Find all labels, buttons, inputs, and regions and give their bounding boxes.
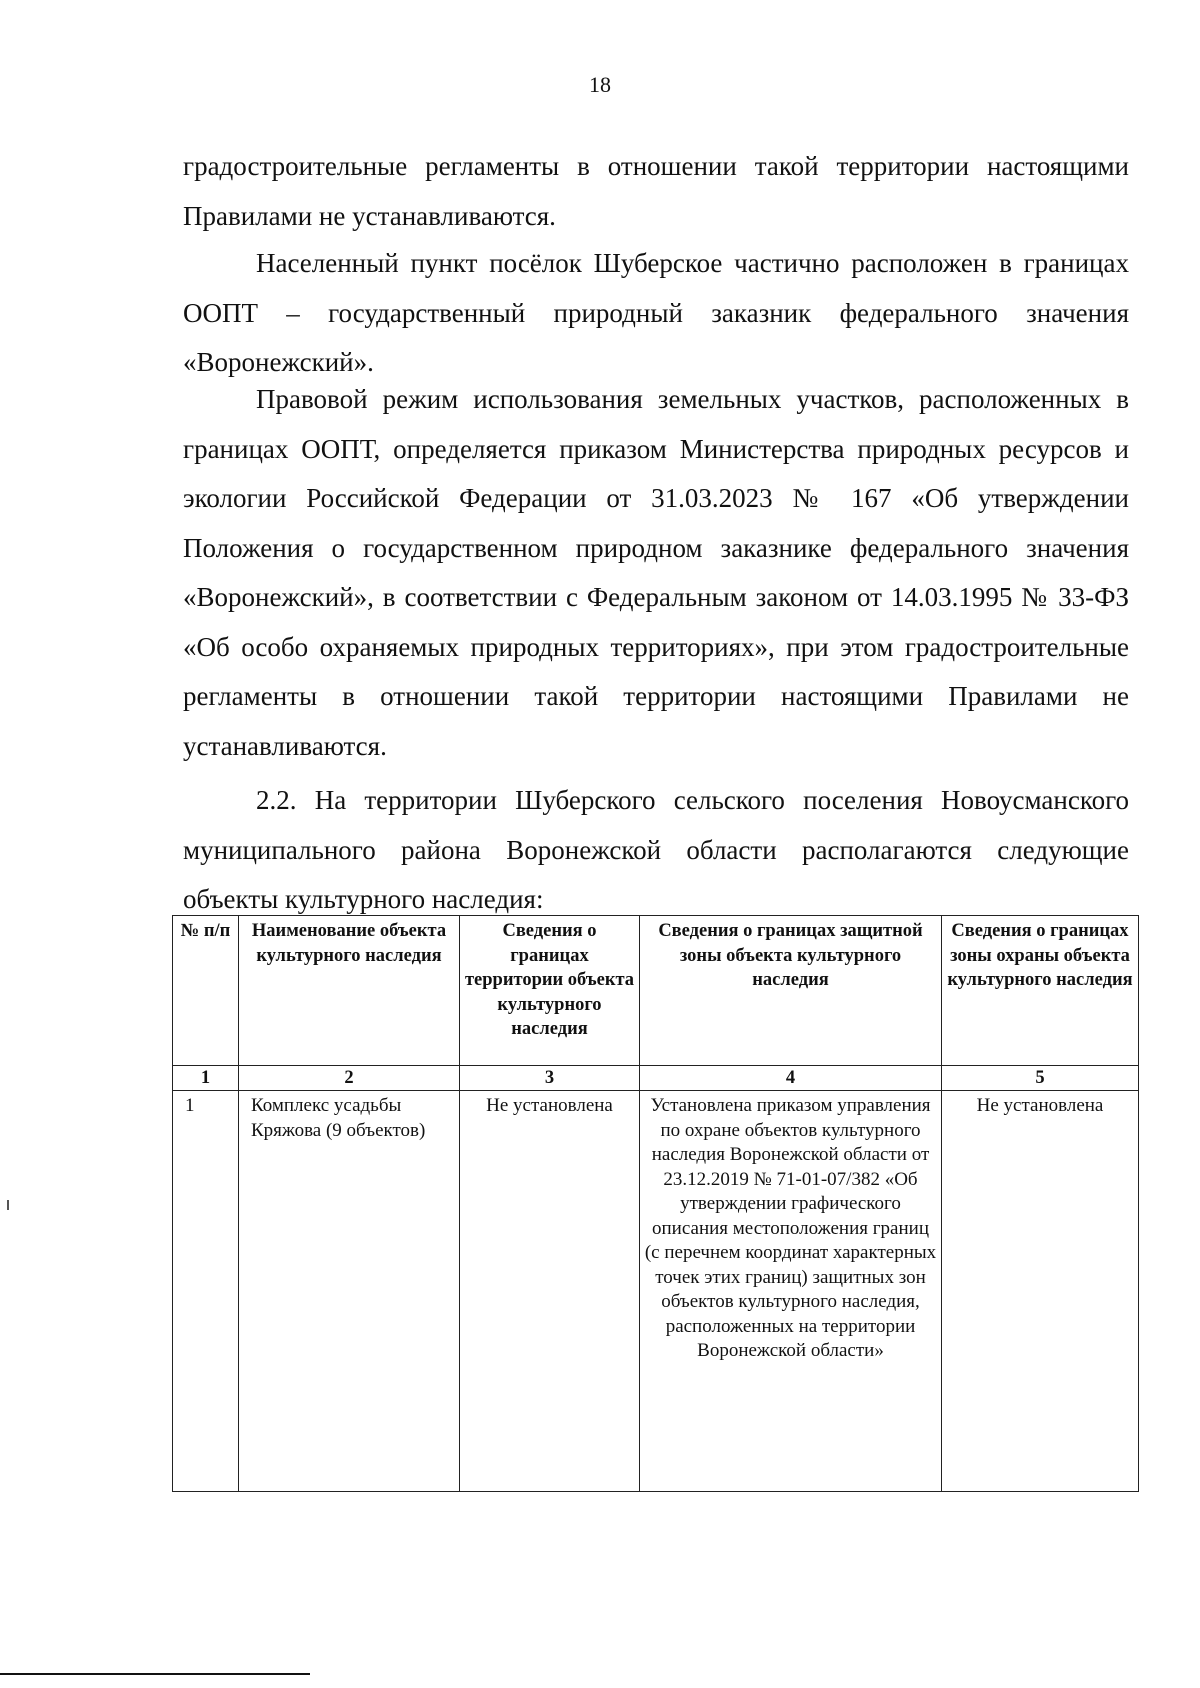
paragraph-legal-regime: Правовой режим использования земельных участков, расположенных в границах ООПТ, определяется приказом Министерства природных ресурсов и экологии Российской Федерации от 31.03.2023 № 167 «Об утверждении Положения о государственном природном заказнике федерального значения «Воронежский», в соответствии с Федеральным законом от 14.03.1995 № 33-ФЗ «Об особо охраняемых природных территориях», при этом градостроительные регламенты в отношении такой территории настоящими Правилами не устанавливаются. [183, 384, 1129, 761]
paragraph-settlement: Населенный пункт посёлок Шуберское частично расположен в границах ООПТ – государственный природный заказник федерального значения «Воронежский». [183, 248, 1129, 377]
cell-protective-zone: Установлена приказом управления по охране объектов культурного наследия Воронежской области от 23.12.2019 № 71-01-07/382 «Об утверждении графического описания местоположения границ (с перечнем координат характерных точек этих границ) защитных зон объектов культурного наследия, расположенных на территории Воронежской области» [640, 1091, 942, 1492]
cell-number: 1 [173, 1091, 239, 1492]
heritage-objects-table [172, 915, 1139, 1492]
cell-object-name: Комплекс усадьбы Кряжова (9 объектов) [239, 1091, 460, 1492]
header-territory-borders: Сведения о границах территории объекта культурного наследия [460, 916, 640, 1066]
table-header-row [173, 916, 1139, 1066]
header-number: № п/п [173, 916, 239, 1066]
header-protection-zone: Сведения о границах зоны охраны объекта культурного наследия [942, 916, 1139, 1066]
footnote-rule [0, 1673, 310, 1675]
cell-protection-zone: Не установлена [942, 1091, 1139, 1492]
header-protective-zone: Сведения о границах защитной зоны объекта культурного наследия [640, 916, 942, 1066]
column-number: 4 [640, 1066, 942, 1091]
table-column-number-row [173, 1066, 1139, 1091]
header-object-name: Наименование объекта культурного наследия [239, 916, 460, 1066]
paragraph-continuation: градостроительные регламенты в отношении такой территории настоящими Правилами не устанавливаются. [183, 151, 1129, 231]
column-number: 5 [942, 1066, 1139, 1091]
column-number: 1 [173, 1066, 239, 1091]
column-number: 2 [239, 1066, 460, 1091]
page-number: 18 [589, 72, 611, 97]
margin-mark [7, 1200, 9, 1210]
column-number: 3 [460, 1066, 640, 1091]
paragraph-heritage-intro: 2.2. На территории Шуберского сельского поселения Новоусманского муниципального района Воронежской области располагаются следующие объекты культурного наследия: [183, 785, 1129, 914]
cell-territory-borders: Не установлена [460, 1091, 640, 1492]
table-row [173, 1091, 1139, 1492]
